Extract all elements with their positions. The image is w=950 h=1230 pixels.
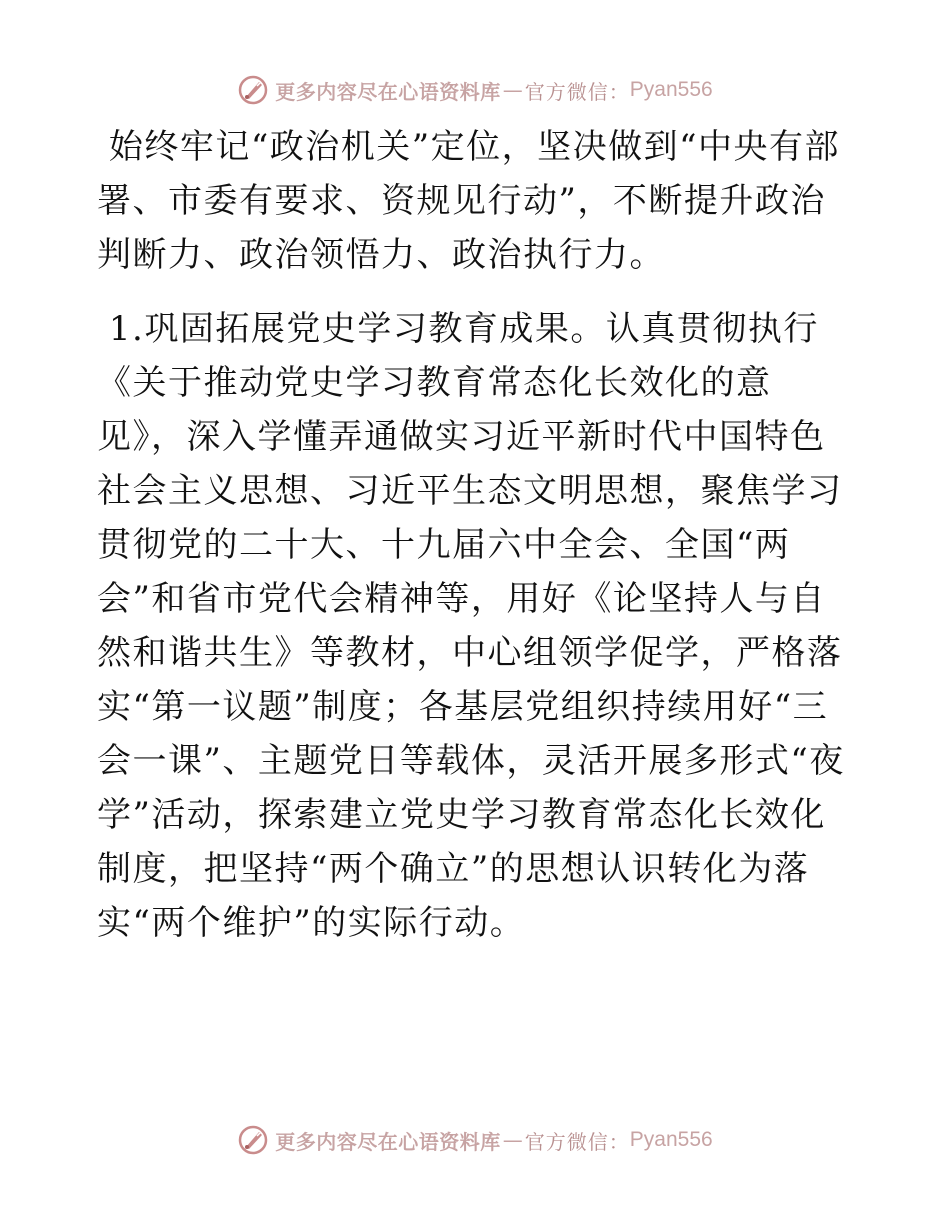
watermark-text: 更多内容尽在心语资料库	[275, 1129, 501, 1154]
watermark-wechat-label: 官方微信：	[524, 79, 630, 104]
quill-logo-icon	[237, 74, 269, 106]
watermark-text: 更多内容尽在心语资料库	[275, 79, 501, 104]
quill-logo-icon	[237, 1124, 269, 1156]
paragraph-item-1: 1.巩固拓展党史学习教育成果。认真贯彻执行《关于推动党史学习教育常态化长效化的意见》，深入学懂弄通做实习近平新时代中国特色社会主义思想、习近平生态文明思想，聚焦学习贯彻党的二十大、十九届六中全会、全国“两会”和省市党代会精神等，用好《论坚持人与自然和谐共生》等教材，中心组领学促学，严格落实“第一议题”制度；各基层党组织持续用好“三会一课”、主题党日等载体，灵活开展多形式“夜学”活动，探索建立党史学习教育常态化长效化制度，把坚持“两个确立”的思想认识转化为落实“两个维护”的实际行动。	[97, 309, 845, 943]
header-watermark	[0, 70, 950, 110]
watermark-separator: —	[502, 78, 523, 102]
watermark-wechat-id: Pyan556	[629, 1128, 713, 1151]
watermark-wechat-id: Pyan556	[629, 78, 713, 101]
footer-watermark	[0, 1120, 950, 1160]
watermark-separator: —	[502, 1128, 523, 1152]
watermark-wechat-label: 官方微信：	[524, 1129, 630, 1154]
paragraph-intro: 始终牢记“政治机关”定位，坚决做到“中央有部署、市委有要求、资规见行动”，不断提升政治判断力、政治领悟力、政治执行力。	[97, 127, 841, 275]
document-body	[97, 120, 857, 950]
